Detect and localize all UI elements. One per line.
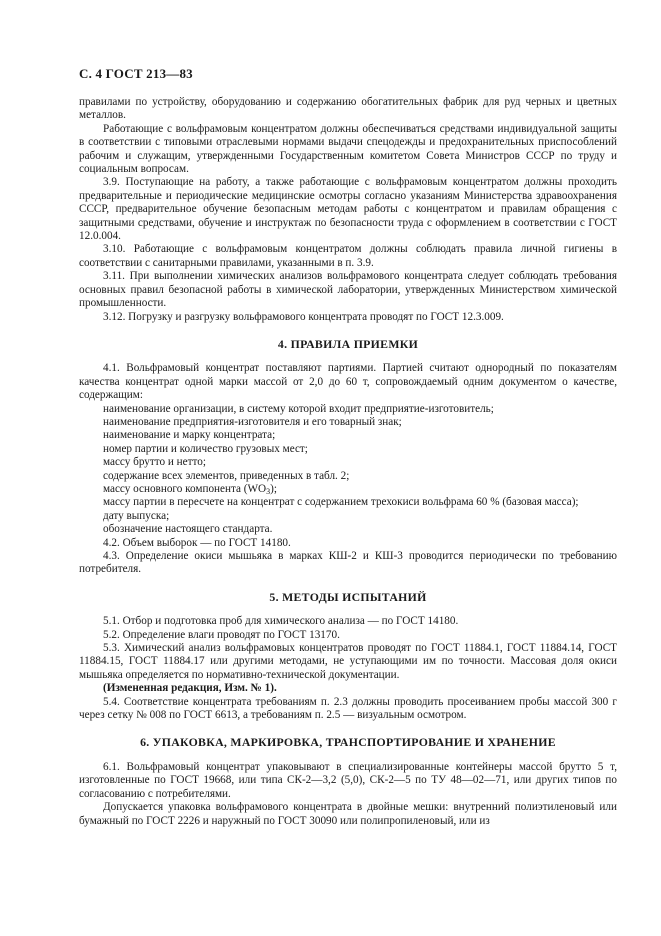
clause-3-12: 3.12. Погрузку и разгрузку вольфрамового концентрата проводят по ГОСТ 12.3.009. <box>103 310 504 323</box>
clause-3-10: 3.10. Работающие с вольфрамовым концентратом должны соблюдать правила личной гигиены в соответствии с санитарными правилами, указанными в п. 3.9. <box>79 243 617 269</box>
list-item: обозначение настоящего стандарта. <box>103 523 273 536</box>
list-item: массу брутто и нетто; <box>103 456 206 469</box>
clause-4-2: 4.2. Объем выборок — по ГОСТ 14180. <box>103 536 291 549</box>
clause-5-4: 5.4. Соответствие концентрата требованиям п. 2.3 должны проводить просеиванием пробы массой 300 г через сетку № 008 по ГОСТ 6613, а требованиям п. 2.5 — визуальным осмотром. <box>79 695 617 722</box>
clause-3-11: 3.11. При выполнении химических анализов вольфрамового концентрата следует соблюдать требования основных правил безопасной работы в химической лаборатории, утвержденных Министерством химической промышленности. <box>79 270 617 310</box>
page-header: С. 4 ГОСТ 213—83 <box>79 66 193 81</box>
wo3-subscript: 3 <box>266 486 271 496</box>
list-item: наименование предприятия-изготовителя и его товарный знак; <box>103 415 402 428</box>
clause-5-3: 5.3. Химический анализ вольфрамовых концентратов проводят по ГОСТ 11884.1, ГОСТ 11884.14, ГОСТ 11884.15, ГОСТ 11884.17 или другими методами, не уступающими им по точности. Массовая доля окиси мышьяка определяется по нормативно-технической документации. <box>79 642 617 681</box>
document-body <box>79 96 617 828</box>
list-item: дату выпуска; <box>103 509 170 522</box>
list-item: наименование организации, в систему которой входит предприятие-изготовитель; <box>103 402 494 415</box>
clause-3-9: 3.9. Поступающие на работу, а также работающие с вольфрамовым концентратом должны проходить предварительные и периодические медицинские осмотры согласно указаниям Министерства здравоохранения СССР, предварительное обучение безопасным методам работы с концентратом и правилам обращения с защитными средствами, обучение и инструктаж по безопасности труда с оформлением в соответствии с ГОСТ 12.0.004. <box>79 176 617 243</box>
edit-note: (Измененная редакция, Изм. № 1). <box>103 682 277 695</box>
clause-4-1: 4.1. Вольфрамовый концентрат поставляют партиями. Партией считают однородный по показателям качества концентрат одной марки массой от 2,0 до 60 т, сопровождаемый одним документом о качестве, содержащим: <box>79 362 617 402</box>
wo3-text: массу основного компонента (WO <box>103 482 267 495</box>
section-heading-6: 6. УПАКОВКА, МАРКИРОВКА, ТРАНСПОРТИРОВАНИЕ И ХРАНЕНИЕ <box>140 735 556 750</box>
list-item-wo3 <box>79 483 617 496</box>
list-item: наименование и марку концентрата; <box>103 429 276 442</box>
clause-5-1: 5.1. Отбор и подготовка проб для химического анализа — по ГОСТ 14180. <box>103 615 459 628</box>
list-item: номер партии и количество грузовых мест; <box>103 442 308 455</box>
list-item-mass: массу партии в пересчете на концентрат с содержанием трехокиси вольфрама 60 % (базовая масса); <box>103 496 579 509</box>
clause-4-3: 4.3. Определение окиси мышьяка в марках КШ-2 и КШ-3 проводится периодически по требованию потребителя. <box>79 550 617 576</box>
paragraph-ppe: Работающие с вольфрамовым концентратом должны обеспечиваться средствами индивидуальной защиты в соответствии с типовыми отраслевыми нормами выдачи спецодежды и предохранительных приспособлений рабочим и служащим, утвержденными Государственным комитетом Совета Министров СССР по труду и социальным вопросам. <box>79 122 617 176</box>
list-item: содержание всех элементов, приведенных в табл. 2; <box>103 469 350 482</box>
section-heading-4: 4. ПРАВИЛА ПРИЕМКИ <box>277 336 419 351</box>
paragraph-continuation: правилами по устройству, оборудованию и содержанию обогатительных фабрик для руд черных и цветных металлов. <box>79 96 617 122</box>
wo3-close: ); <box>270 482 277 495</box>
clause-5-2: 5.2. Определение влаги проводят по ГОСТ 13170. <box>103 628 340 641</box>
section-heading-5: 5. МЕТОДЫ ИСПЫТАНИЙ <box>269 589 427 604</box>
clause-6-1: 6.1. Вольфрамовый концентрат упаковывают в специализированные контейнеры массой брутто 5 т, изготовленные по ГОСТ 19668, или типа СК-2—3,2 (5,0), СК-2—5 по ТУ 48—02—71, или других типов по согласованию с потребителями. <box>79 760 617 800</box>
paragraph-bags: Допускается упаковка вольфрамового концентрата в двойные мешки: внутренний полиэтиленовый или бумажный по ГОСТ 2226 и наружный по ГОСТ 30090 или полипропиленовый, или из <box>79 801 617 827</box>
